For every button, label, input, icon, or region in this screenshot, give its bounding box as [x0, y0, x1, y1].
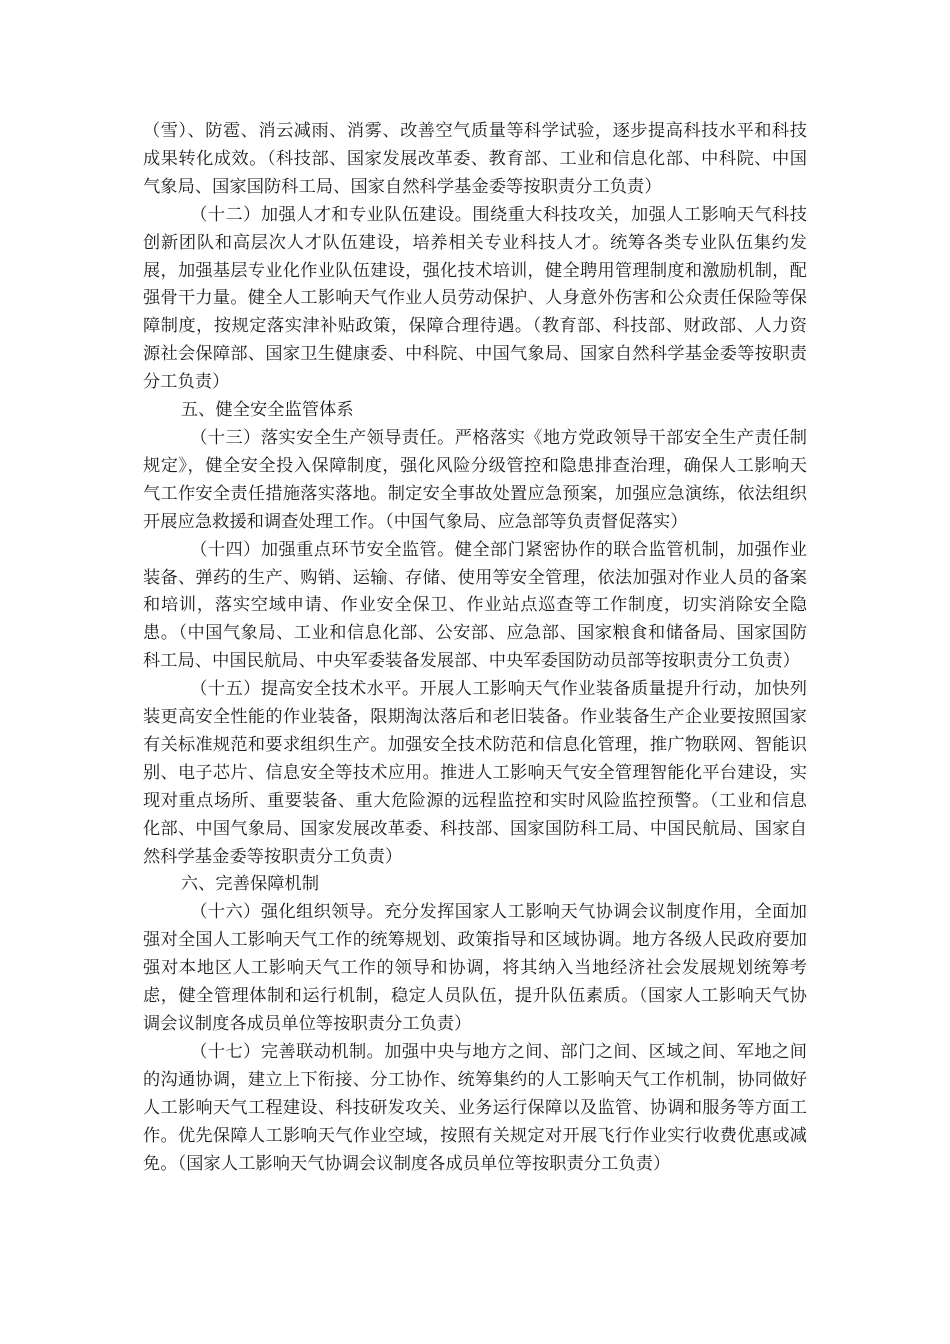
section-heading-5: 五、健全安全监管体系 — [180, 400, 354, 421]
paragraph-item-16: （十六）强化组织领导。充分发挥国家人工影响天气协调会议制度作用，全面加强对全国人工影响天气工作的统筹规划、政策指导和区域协调。地方各级人民政府要加强对本地区人工影响天气工作的领导和协调，将其纳入当地经济社会发展规划统筹考虑，健全管理体制和运行机制，稳定人员队伍，提升队伍素质。（国家人工影响天气协调会议制度各成员单位等按职责分工负责） — [143, 902, 807, 1034]
section-heading-6: 六、完善保障机制 — [180, 874, 320, 895]
paragraph-item-14: （十四）加强重点环节安全监管。健全部门紧密协作的联合监管机制，加强作业装备、弹药的生产、购销、运输、存储、使用等安全管理，依法加强对作业人员的备案和培训，落实空域申请、作业安全保卫、作业站点巡查等工作制度，切实消除安全隐患。（中国气象局、工业和信息化部、公安部、应急部、国家粮食和储备局、国家国防科工局、中国民航局、中央军委装备发展部、中央军委国防动员部等按职责分工负责） — [143, 539, 807, 672]
paragraph-item-12: （十二）加强人才和专业队伍建设。围绕重大科技攻关，加强人工影响天气科技创新团队和高层次人才队伍建设，培养相关专业科技人才。统筹各类专业队伍集约发展，加强基层专业化作业队伍建设，强化技术培训，健全聘用管理制度和激励机制，配强骨干力量。健全人工影响天气作业人员劳动保护、人身意外伤害和公众责任保险等保障制度，按规定落实津补贴政策，保障合理待遇。（教育部、科技部、财政部、人力资源社会保障部、国家卫生健康委、中科院、中国气象局、国家自然科学基金委等按职责分工负责） — [143, 204, 807, 393]
paragraph-item-13: （十三）落实安全生产领导责任。严格落实《地方党政领导干部安全生产责任制规定》，健全安全投入保障制度，强化风险分级管控和隐患排查治理，确保人工影响天气工作安全责任措施落实落地。制定安全事故处置应急预案，加强应急演练，依法组织开展应急救援和调查处理工作。（中国气象局、应急部等负责督促落实） — [143, 427, 807, 532]
paragraph-item-17: （十七）完善联动机制。加强中央与地方之间、部门之间、区域之间、军地之间的沟通协调，建立上下衔接、分工协作、统筹集约的人工影响天气工作机制，协同做好人工影响天气工程建设、科技研发攻关、业务运行保障以及监管、协调和服务等方面工作。优先保障人工影响天气作业空域，按照有关规定对开展飞行作业实行收费优惠或减免。（国家人工影响天气协调会议制度各成员单位等按职责分工负责） — [143, 1041, 807, 1174]
document-body — [143, 118, 807, 1178]
paragraph-continued: （雪）、防雹、消云减雨、消雾、改善空气质量等科学试验，逐步提高科技水平和科技成果转化成效。（科技部、国家发展改革委、教育部、工业和信息化部、中科院、中国气象局、国家国防科工局、国家自然科学基金委等按职责分工负责） — [143, 121, 807, 197]
paragraph-item-15: （十五）提高安全技术水平。开展人工影响天气作业装备质量提升行动，加快列装更高安全性能的作业装备，限期淘汰落后和老旧装备。作业装备生产企业要按照国家有关标准规范和要求组织生产。加强安全技术防范和信息化管理，推广物联网、智能识别、电子芯片、信息安全等技术应用。推进人工影响天气安全管理智能化平台建设，实现对重点场所、重要装备、重大危险源的远程监控和实时风险监控预警。（工业和信息化部、中国气象局、国家发展改革委、科技部、国家国防科工局、中国民航局、国家自然科学基金委等按职责分工负责） — [143, 679, 807, 867]
